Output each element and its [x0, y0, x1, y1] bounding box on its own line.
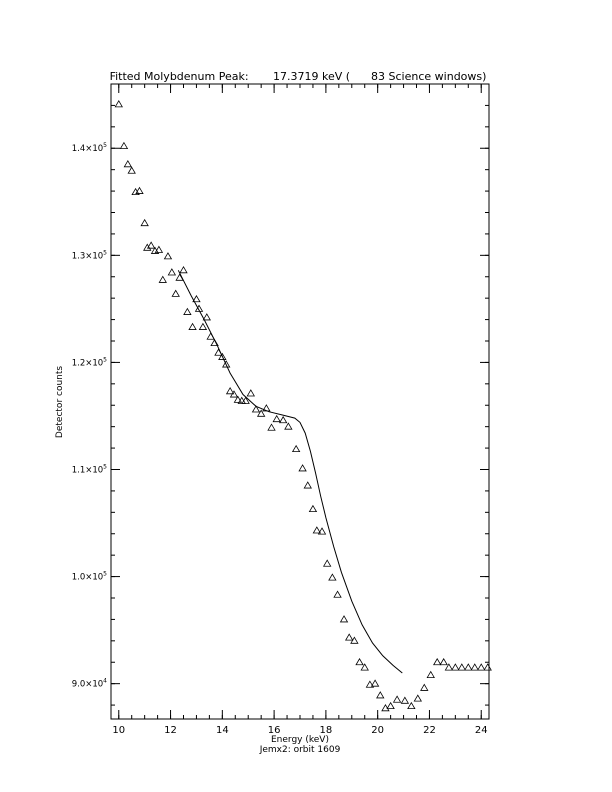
data-point-triangle — [427, 672, 434, 678]
data-point-triangle — [172, 290, 179, 296]
x-tick-label: 22 — [423, 725, 436, 736]
y-axis-label: Detector counts — [55, 365, 65, 439]
data-point-triangle — [434, 659, 441, 665]
data-point-triangle — [471, 664, 478, 670]
data-point-triangle — [452, 664, 459, 670]
y-tick-label: $1.1\times 10^5$ — [71, 463, 107, 476]
data-point-triangle — [394, 696, 401, 702]
x-tick-label: 16 — [267, 725, 281, 736]
data-point-triangle — [115, 101, 122, 107]
x-tick-label: 12 — [164, 725, 177, 736]
data-point-triangle — [414, 695, 421, 701]
data-point-triangle — [164, 253, 171, 259]
data-point-triangle — [478, 664, 485, 670]
data-point-triangle — [324, 560, 331, 566]
data-point-triangle — [273, 416, 280, 422]
data-point-triangle — [180, 267, 187, 273]
plot-frame — [111, 84, 489, 719]
data-point-triangle — [346, 634, 353, 640]
data-point-triangle — [465, 664, 472, 670]
y-tick-labels — [72, 142, 107, 689]
data-point-triangle — [120, 143, 127, 149]
data-point-triangle — [334, 591, 341, 597]
data-point-triangle — [484, 664, 491, 670]
x-tick-label: 10 — [112, 725, 126, 736]
data-point-triangle — [285, 423, 292, 429]
data-point-triangle — [458, 664, 465, 670]
axis-ticks — [111, 84, 489, 719]
data-point-triangle — [401, 697, 408, 703]
data-point-triangle — [189, 324, 196, 330]
x-tick-label: 18 — [319, 725, 333, 736]
x-tick-label: 24 — [474, 725, 488, 736]
data-point-triangle — [159, 276, 166, 282]
x-tick-label: 20 — [371, 725, 385, 736]
data-point-triangle — [199, 324, 206, 330]
data-point-triangle — [268, 424, 275, 430]
y-tick-label: $1.3\times 10^5$ — [71, 249, 107, 262]
y-tick-label: $1.4\times 10^5$ — [71, 142, 107, 155]
data-point-triangle — [184, 309, 191, 315]
fit-curve — [178, 270, 402, 673]
data-point-triangle — [309, 506, 316, 512]
y-tick-label: $1.2\times 10^5$ — [71, 356, 107, 369]
data-point-triangle — [440, 659, 447, 665]
data-point-triangle — [247, 390, 254, 396]
data-point-triangle — [387, 703, 394, 709]
data-point-triangle — [128, 167, 135, 173]
x-tick-label: 14 — [215, 725, 229, 736]
data-point-triangle — [377, 692, 384, 698]
data-point-triangle — [421, 684, 428, 690]
data-point-triangle — [356, 659, 363, 665]
y-tick-label: $1.0\times 10^5$ — [71, 570, 107, 583]
chart-caption: Jemx2: orbit 1609 — [259, 745, 341, 755]
x-axis-label: Energy (keV) — [271, 735, 329, 745]
data-point-triangle — [141, 220, 148, 226]
data-points — [115, 101, 491, 711]
data-point-triangle — [299, 465, 306, 471]
data-point-triangle — [329, 574, 336, 580]
chart-title: Fitted Molybdenum Peak: 17.3719 keV ( 83 Science windows) — [109, 70, 487, 83]
data-point-triangle — [341, 616, 348, 622]
data-point-triangle — [293, 446, 300, 452]
data-point-triangle — [124, 161, 131, 167]
y-tick-label: $9.0\times 10^4$ — [71, 677, 107, 690]
data-point-triangle — [304, 482, 311, 488]
data-point-triangle — [168, 269, 175, 275]
